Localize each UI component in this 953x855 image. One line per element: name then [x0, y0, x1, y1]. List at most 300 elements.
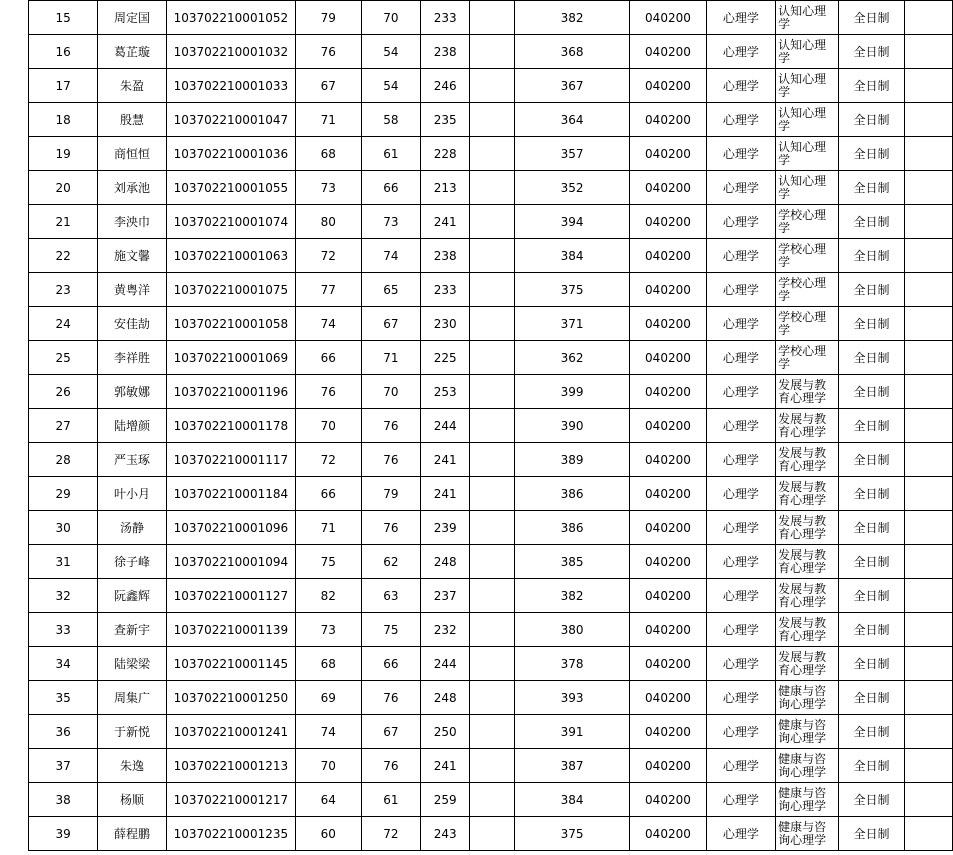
score-1-cell: 70 — [296, 749, 362, 783]
major-code-cell: 040200 — [630, 579, 707, 613]
study-mode-cell: 全日制 — [838, 477, 905, 511]
total-score-cell: 386 — [514, 477, 629, 511]
major-code-cell: 040200 — [630, 307, 707, 341]
score-1-cell: 64 — [296, 783, 362, 817]
name-cell: 于新悦 — [98, 715, 166, 749]
major-cell: 心理学 — [706, 1, 775, 35]
serial-number-cell: 22 — [29, 239, 98, 273]
total-score-cell: 364 — [514, 103, 629, 137]
direction-cell: 发展与教育心理学 — [776, 579, 839, 613]
score-1-cell: 72 — [296, 239, 362, 273]
name-cell: 葛芷璇 — [98, 35, 166, 69]
score-2-cell: 58 — [361, 103, 421, 137]
score-1-cell: 82 — [296, 579, 362, 613]
study-mode-cell: 全日制 — [838, 443, 905, 477]
direction-cell: 健康与咨询心理学 — [776, 817, 839, 851]
serial-number-cell: 38 — [29, 783, 98, 817]
table-row — [29, 341, 953, 375]
remark-cell — [905, 443, 953, 477]
name-cell: 阮鑫辉 — [98, 579, 166, 613]
direction-cell: 健康与咨询心理学 — [776, 783, 839, 817]
major-cell: 心理学 — [706, 647, 775, 681]
total-score-cell: 352 — [514, 171, 629, 205]
major-cell: 心理学 — [706, 749, 775, 783]
major-code-cell: 040200 — [630, 375, 707, 409]
score-4-cell — [470, 613, 515, 647]
study-mode-cell: 全日制 — [838, 341, 905, 375]
table-row — [29, 69, 953, 103]
serial-number-cell: 19 — [29, 137, 98, 171]
serial-number-cell: 29 — [29, 477, 98, 511]
remark-cell — [905, 477, 953, 511]
exam-id-cell: 103702210001241 — [166, 715, 295, 749]
score-4-cell — [470, 171, 515, 205]
study-mode-cell: 全日制 — [838, 511, 905, 545]
exam-id-cell: 103702210001096 — [166, 511, 295, 545]
direction-cell: 发展与教育心理学 — [776, 375, 839, 409]
exam-id-cell: 103702210001184 — [166, 477, 295, 511]
study-mode-cell: 全日制 — [838, 579, 905, 613]
score-1-cell: 70 — [296, 409, 362, 443]
name-cell: 郭敏娜 — [98, 375, 166, 409]
serial-number-cell: 18 — [29, 103, 98, 137]
total-score-cell: 394 — [514, 205, 629, 239]
exam-id-cell: 103702210001145 — [166, 647, 295, 681]
total-score-cell: 399 — [514, 375, 629, 409]
total-score-cell: 375 — [514, 273, 629, 307]
table-row — [29, 307, 953, 341]
table-row — [29, 613, 953, 647]
study-mode-cell: 全日制 — [838, 749, 905, 783]
study-mode-cell: 全日制 — [838, 171, 905, 205]
remark-cell — [905, 545, 953, 579]
major-cell: 心理学 — [706, 341, 775, 375]
major-cell: 心理学 — [706, 137, 775, 171]
score-2-cell: 66 — [361, 171, 421, 205]
score-3-cell: 233 — [421, 273, 470, 307]
score-3-cell: 246 — [421, 69, 470, 103]
study-mode-cell: 全日制 — [838, 783, 905, 817]
serial-number-cell: 39 — [29, 817, 98, 851]
score-2-cell: 76 — [361, 443, 421, 477]
major-code-cell: 040200 — [630, 239, 707, 273]
total-score-cell: 389 — [514, 443, 629, 477]
total-score-cell: 393 — [514, 681, 629, 715]
score-4-cell — [470, 137, 515, 171]
name-cell: 李泱巾 — [98, 205, 166, 239]
major-code-cell: 040200 — [630, 783, 707, 817]
total-score-cell: 384 — [514, 783, 629, 817]
score-3-cell: 228 — [421, 137, 470, 171]
score-3-cell: 241 — [421, 443, 470, 477]
exam-id-cell: 103702210001033 — [166, 69, 295, 103]
score-4-cell — [470, 1, 515, 35]
score-2-cell: 76 — [361, 409, 421, 443]
score-1-cell: 68 — [296, 647, 362, 681]
name-cell: 黄粤洋 — [98, 273, 166, 307]
score-4-cell — [470, 375, 515, 409]
exam-id-cell: 103702210001094 — [166, 545, 295, 579]
direction-cell: 学校心理学 — [776, 341, 839, 375]
serial-number-cell: 21 — [29, 205, 98, 239]
major-cell: 心理学 — [706, 69, 775, 103]
table-row — [29, 681, 953, 715]
major-cell: 心理学 — [706, 477, 775, 511]
major-cell: 心理学 — [706, 443, 775, 477]
table-row — [29, 103, 953, 137]
table-row — [29, 579, 953, 613]
score-1-cell: 66 — [296, 341, 362, 375]
name-cell: 汤静 — [98, 511, 166, 545]
study-mode-cell: 全日制 — [838, 817, 905, 851]
remark-cell — [905, 749, 953, 783]
major-code-cell: 040200 — [630, 69, 707, 103]
score-3-cell: 243 — [421, 817, 470, 851]
exam-id-cell: 103702210001127 — [166, 579, 295, 613]
score-1-cell: 69 — [296, 681, 362, 715]
total-score-cell: 391 — [514, 715, 629, 749]
total-score-cell: 384 — [514, 239, 629, 273]
score-4-cell — [470, 511, 515, 545]
remark-cell — [905, 681, 953, 715]
score-3-cell: 239 — [421, 511, 470, 545]
name-cell: 施文馨 — [98, 239, 166, 273]
total-score-cell: 387 — [514, 749, 629, 783]
name-cell: 严玉琢 — [98, 443, 166, 477]
score-1-cell: 66 — [296, 477, 362, 511]
major-code-cell: 040200 — [630, 715, 707, 749]
score-1-cell: 68 — [296, 137, 362, 171]
remark-cell — [905, 307, 953, 341]
study-mode-cell: 全日制 — [838, 273, 905, 307]
score-4-cell — [470, 69, 515, 103]
serial-number-cell: 26 — [29, 375, 98, 409]
table-row — [29, 171, 953, 205]
serial-number-cell: 31 — [29, 545, 98, 579]
serial-number-cell: 25 — [29, 341, 98, 375]
major-code-cell: 040200 — [630, 1, 707, 35]
major-code-cell: 040200 — [630, 511, 707, 545]
score-2-cell: 62 — [361, 545, 421, 579]
direction-cell: 认知心理学 — [776, 103, 839, 137]
exam-id-cell: 103702210001117 — [166, 443, 295, 477]
major-code-cell: 040200 — [630, 681, 707, 715]
major-cell: 心理学 — [706, 817, 775, 851]
serial-number-cell: 36 — [29, 715, 98, 749]
score-3-cell: 225 — [421, 341, 470, 375]
serial-number-cell: 15 — [29, 1, 98, 35]
score-3-cell: 232 — [421, 613, 470, 647]
major-code-cell: 040200 — [630, 647, 707, 681]
name-cell: 陆梁梁 — [98, 647, 166, 681]
score-2-cell: 54 — [361, 69, 421, 103]
score-3-cell: 248 — [421, 545, 470, 579]
table-row — [29, 511, 953, 545]
major-code-cell: 040200 — [630, 341, 707, 375]
admission-score-table — [28, 0, 953, 851]
score-2-cell: 61 — [361, 137, 421, 171]
serial-number-cell: 16 — [29, 35, 98, 69]
direction-cell: 认知心理学 — [776, 171, 839, 205]
score-4-cell — [470, 783, 515, 817]
table-row — [29, 239, 953, 273]
score-4-cell — [470, 205, 515, 239]
score-2-cell: 73 — [361, 205, 421, 239]
direction-cell: 认知心理学 — [776, 69, 839, 103]
remark-cell — [905, 817, 953, 851]
exam-id-cell: 103702210001213 — [166, 749, 295, 783]
score-3-cell: 238 — [421, 35, 470, 69]
exam-id-cell: 103702210001196 — [166, 375, 295, 409]
total-score-cell: 378 — [514, 647, 629, 681]
remark-cell — [905, 375, 953, 409]
major-cell: 心理学 — [706, 409, 775, 443]
table-body — [29, 1, 953, 851]
major-cell: 心理学 — [706, 375, 775, 409]
serial-number-cell: 35 — [29, 681, 98, 715]
study-mode-cell: 全日制 — [838, 613, 905, 647]
name-cell: 刘承池 — [98, 171, 166, 205]
table-row — [29, 375, 953, 409]
score-1-cell: 73 — [296, 171, 362, 205]
score-3-cell: 235 — [421, 103, 470, 137]
score-1-cell: 72 — [296, 443, 362, 477]
direction-cell: 学校心理学 — [776, 307, 839, 341]
remark-cell — [905, 647, 953, 681]
name-cell: 李祥胜 — [98, 341, 166, 375]
score-3-cell: 241 — [421, 749, 470, 783]
score-1-cell: 67 — [296, 69, 362, 103]
major-cell: 心理学 — [706, 715, 775, 749]
major-cell: 心理学 — [706, 273, 775, 307]
score-2-cell: 74 — [361, 239, 421, 273]
score-4-cell — [470, 545, 515, 579]
serial-number-cell: 27 — [29, 409, 98, 443]
score-4-cell — [470, 409, 515, 443]
major-cell: 心理学 — [706, 171, 775, 205]
score-4-cell — [470, 715, 515, 749]
remark-cell — [905, 273, 953, 307]
serial-number-cell: 23 — [29, 273, 98, 307]
total-score-cell: 380 — [514, 613, 629, 647]
name-cell: 周集广 — [98, 681, 166, 715]
score-3-cell: 244 — [421, 647, 470, 681]
study-mode-cell: 全日制 — [838, 409, 905, 443]
remark-cell — [905, 409, 953, 443]
name-cell: 杨顺 — [98, 783, 166, 817]
remark-cell — [905, 579, 953, 613]
direction-cell: 健康与咨询心理学 — [776, 749, 839, 783]
exam-id-cell: 103702210001058 — [166, 307, 295, 341]
table-row — [29, 35, 953, 69]
total-score-cell: 362 — [514, 341, 629, 375]
name-cell: 安佳劼 — [98, 307, 166, 341]
name-cell: 周定国 — [98, 1, 166, 35]
name-cell: 查新宇 — [98, 613, 166, 647]
score-3-cell: 248 — [421, 681, 470, 715]
major-cell: 心理学 — [706, 613, 775, 647]
direction-cell: 健康与咨询心理学 — [776, 681, 839, 715]
score-4-cell — [470, 681, 515, 715]
score-2-cell: 54 — [361, 35, 421, 69]
name-cell: 殷慧 — [98, 103, 166, 137]
remark-cell — [905, 341, 953, 375]
table-row — [29, 205, 953, 239]
name-cell: 朱逸 — [98, 749, 166, 783]
major-code-cell: 040200 — [630, 103, 707, 137]
remark-cell — [905, 715, 953, 749]
exam-id-cell: 103702210001074 — [166, 205, 295, 239]
score-3-cell: 259 — [421, 783, 470, 817]
score-4-cell — [470, 579, 515, 613]
score-4-cell — [470, 817, 515, 851]
exam-id-cell: 103702210001178 — [166, 409, 295, 443]
major-cell: 心理学 — [706, 681, 775, 715]
total-score-cell: 375 — [514, 817, 629, 851]
study-mode-cell: 全日制 — [838, 69, 905, 103]
major-code-cell: 040200 — [630, 545, 707, 579]
table-row — [29, 273, 953, 307]
exam-id-cell: 103702210001047 — [166, 103, 295, 137]
score-1-cell: 76 — [296, 35, 362, 69]
serial-number-cell: 37 — [29, 749, 98, 783]
major-cell: 心理学 — [706, 35, 775, 69]
serial-number-cell: 32 — [29, 579, 98, 613]
score-2-cell: 79 — [361, 477, 421, 511]
table-row — [29, 477, 953, 511]
remark-cell — [905, 511, 953, 545]
major-code-cell: 040200 — [630, 273, 707, 307]
major-code-cell: 040200 — [630, 171, 707, 205]
major-cell: 心理学 — [706, 307, 775, 341]
major-cell: 心理学 — [706, 783, 775, 817]
table-row — [29, 443, 953, 477]
name-cell: 朱盈 — [98, 69, 166, 103]
score-1-cell: 74 — [296, 307, 362, 341]
study-mode-cell: 全日制 — [838, 307, 905, 341]
score-2-cell: 70 — [361, 375, 421, 409]
score-2-cell: 65 — [361, 273, 421, 307]
score-1-cell: 76 — [296, 375, 362, 409]
serial-number-cell: 28 — [29, 443, 98, 477]
exam-id-cell: 103702210001069 — [166, 341, 295, 375]
table-row — [29, 137, 953, 171]
table-row — [29, 783, 953, 817]
score-3-cell: 230 — [421, 307, 470, 341]
score-2-cell: 76 — [361, 681, 421, 715]
major-code-cell: 040200 — [630, 409, 707, 443]
major-code-cell: 040200 — [630, 477, 707, 511]
exam-id-cell: 103702210001075 — [166, 273, 295, 307]
score-2-cell: 61 — [361, 783, 421, 817]
score-4-cell — [470, 477, 515, 511]
total-score-cell: 382 — [514, 1, 629, 35]
table-row — [29, 715, 953, 749]
score-2-cell: 72 — [361, 817, 421, 851]
major-cell: 心理学 — [706, 103, 775, 137]
direction-cell: 发展与教育心理学 — [776, 443, 839, 477]
exam-id-cell: 103702210001139 — [166, 613, 295, 647]
study-mode-cell: 全日制 — [838, 681, 905, 715]
direction-cell: 认知心理学 — [776, 137, 839, 171]
table-row — [29, 545, 953, 579]
score-2-cell: 76 — [361, 749, 421, 783]
score-4-cell — [470, 103, 515, 137]
remark-cell — [905, 103, 953, 137]
study-mode-cell: 全日制 — [838, 137, 905, 171]
score-1-cell: 71 — [296, 511, 362, 545]
direction-cell: 认知心理学 — [776, 35, 839, 69]
serial-number-cell: 20 — [29, 171, 98, 205]
exam-id-cell: 103702210001052 — [166, 1, 295, 35]
score-3-cell: 213 — [421, 171, 470, 205]
major-code-cell: 040200 — [630, 35, 707, 69]
score-1-cell: 75 — [296, 545, 362, 579]
score-4-cell — [470, 35, 515, 69]
exam-id-cell: 103702210001036 — [166, 137, 295, 171]
score-4-cell — [470, 273, 515, 307]
serial-number-cell: 17 — [29, 69, 98, 103]
major-code-cell: 040200 — [630, 817, 707, 851]
remark-cell — [905, 1, 953, 35]
total-score-cell: 390 — [514, 409, 629, 443]
total-score-cell: 368 — [514, 35, 629, 69]
major-code-cell: 040200 — [630, 613, 707, 647]
score-2-cell: 67 — [361, 307, 421, 341]
study-mode-cell: 全日制 — [838, 647, 905, 681]
score-3-cell: 250 — [421, 715, 470, 749]
name-cell: 陆增颜 — [98, 409, 166, 443]
major-code-cell: 040200 — [630, 205, 707, 239]
direction-cell: 学校心理学 — [776, 273, 839, 307]
score-1-cell: 80 — [296, 205, 362, 239]
score-2-cell: 76 — [361, 511, 421, 545]
exam-id-cell: 103702210001217 — [166, 783, 295, 817]
name-cell: 徐子峰 — [98, 545, 166, 579]
exam-id-cell: 103702210001055 — [166, 171, 295, 205]
major-code-cell: 040200 — [630, 137, 707, 171]
remark-cell — [905, 171, 953, 205]
remark-cell — [905, 35, 953, 69]
direction-cell: 学校心理学 — [776, 239, 839, 273]
direction-cell: 认知心理学 — [776, 1, 839, 35]
remark-cell — [905, 69, 953, 103]
score-1-cell: 77 — [296, 273, 362, 307]
direction-cell: 发展与教育心理学 — [776, 613, 839, 647]
remark-cell — [905, 205, 953, 239]
score-3-cell: 241 — [421, 205, 470, 239]
direction-cell: 发展与教育心理学 — [776, 647, 839, 681]
total-score-cell: 371 — [514, 307, 629, 341]
direction-cell: 健康与咨询心理学 — [776, 715, 839, 749]
direction-cell: 发展与教育心理学 — [776, 545, 839, 579]
table-row — [29, 817, 953, 851]
score-2-cell: 75 — [361, 613, 421, 647]
table-row — [29, 647, 953, 681]
major-cell: 心理学 — [706, 579, 775, 613]
remark-cell — [905, 239, 953, 273]
total-score-cell: 382 — [514, 579, 629, 613]
study-mode-cell: 全日制 — [838, 35, 905, 69]
score-1-cell: 73 — [296, 613, 362, 647]
serial-number-cell: 24 — [29, 307, 98, 341]
table-row — [29, 1, 953, 35]
score-3-cell: 237 — [421, 579, 470, 613]
major-cell: 心理学 — [706, 511, 775, 545]
total-score-cell: 357 — [514, 137, 629, 171]
total-score-cell: 385 — [514, 545, 629, 579]
direction-cell: 发展与教育心理学 — [776, 477, 839, 511]
